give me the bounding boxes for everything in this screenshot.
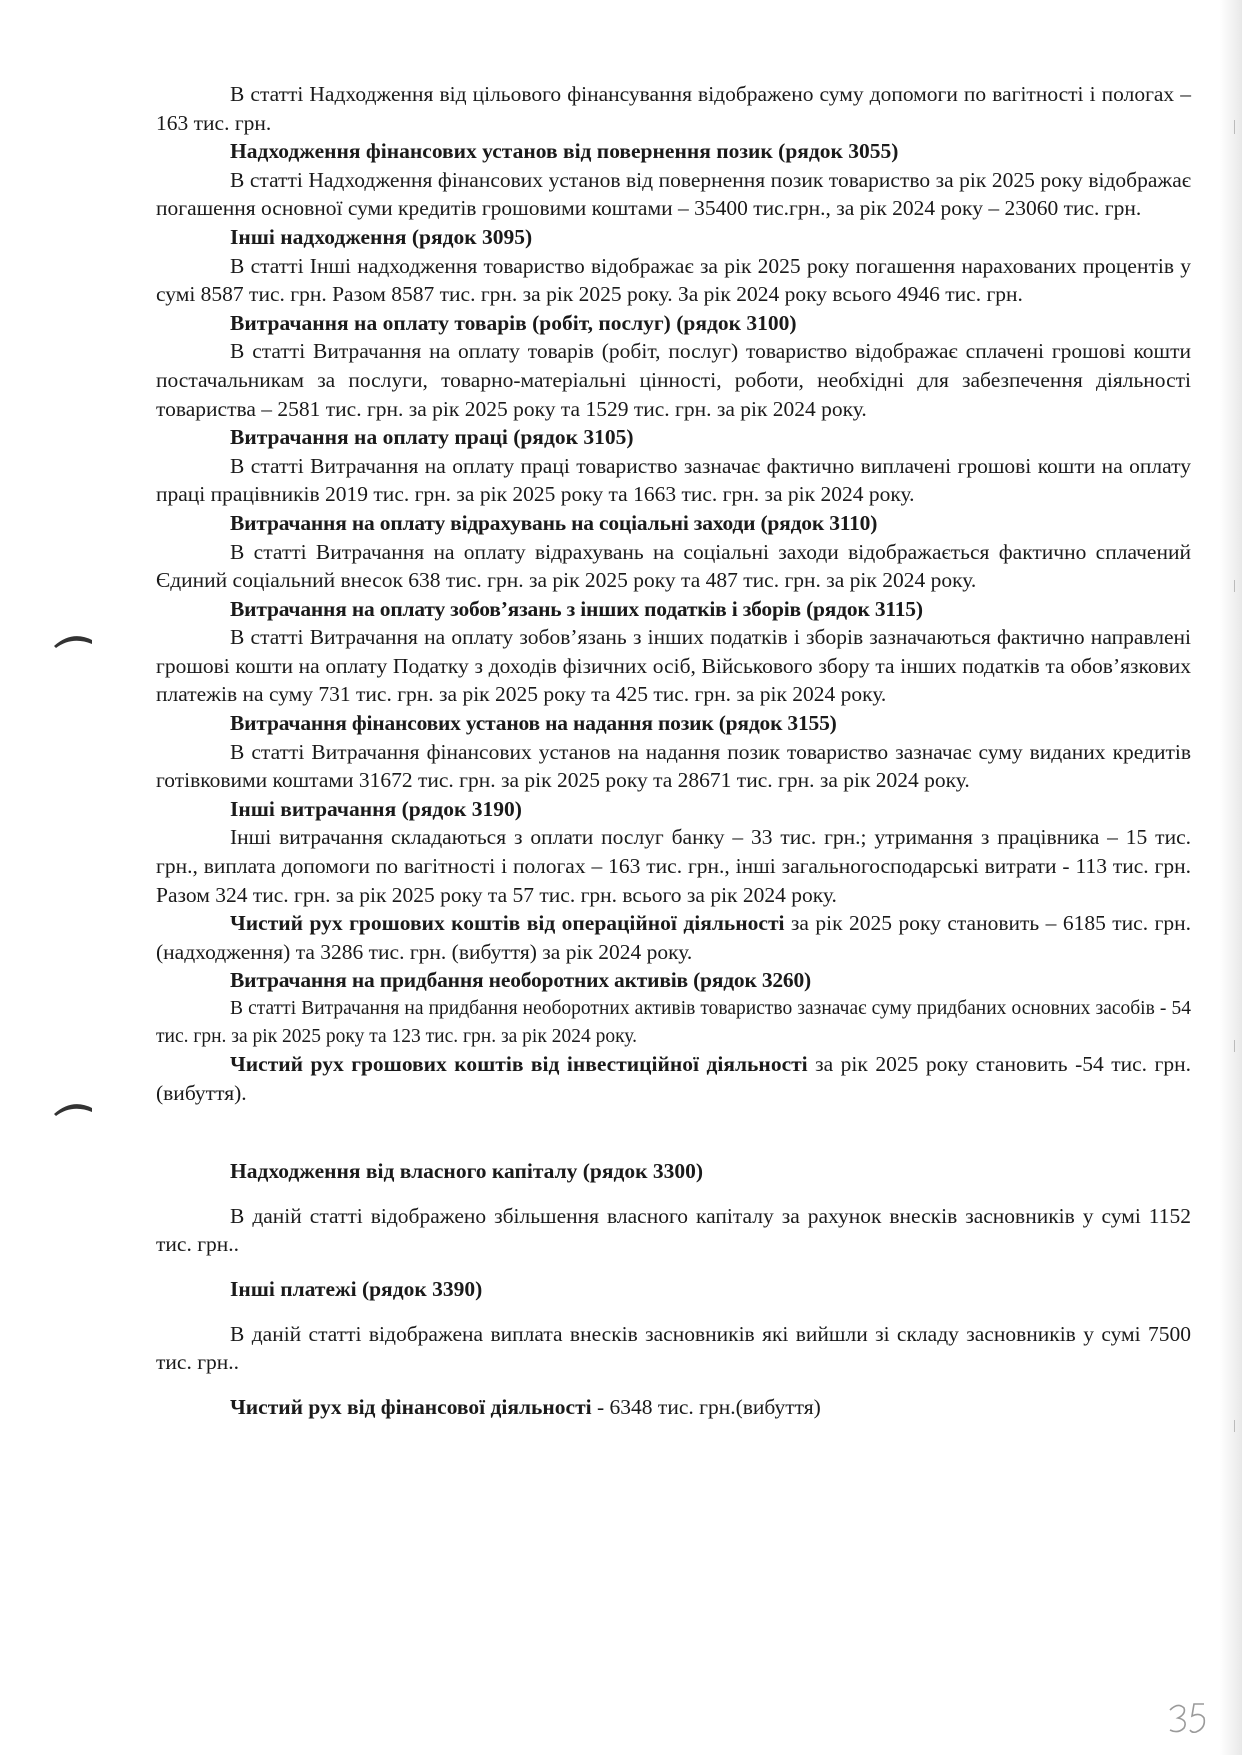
paragraph: Інші витрачання складаються з оплати послуг банку – 33 тис. грн.; утримання з працівника – 15 тис. грн., виплата допомоги по вагітності і пологах – 163 тис. грн., інші загальногосподарські витрати - 113 тис. грн. Разом 324 тис. грн. за рік 2025 року та 57 тис. грн. всього за рік 2024 року. [156,825,1191,907]
document-body [156,80,1191,1421]
summary-text: - 6348 тис. грн.(вибуття) [591,1394,821,1419]
section-heading: Інші витрачання (рядок 3190) [230,796,522,821]
paragraph: В даній статті відображена виплата внесків засновників які вийшли зі складу засновників у сумі 7500 тис. грн.. [156,1321,1191,1375]
paragraph: В статті Надходження від цільового фінансування відображено суму допомоги по вагітності і пологах – 163 тис. грн. [156,82,1191,135]
summary-label: Чистий рух грошових коштів від інвестиційної діяльності [230,1052,808,1076]
summary-paragraph [156,1050,1191,1107]
section-heading: Надходження від власного капіталу (рядок 3300) [230,1159,704,1184]
paragraph: В статті Витрачання на оплату відрахувань на соціальні заходи відображається фактично сплачений Єдиний соціальний внесок 638 тис. грн. за рік 2025 року та 487 тис. грн. за рік 2024 року. [156,539,1191,593]
summary-label: Чистий рух від фінансової діяльності [230,1394,592,1419]
paragraph: В статті Витрачання на придбання необоротних активів товариство зазначає суму придбаних основних засобів - 54 тис. грн. за рік 2025 року та 123 тис. грн. за рік 2024 року. [156,998,1191,1047]
summary-paragraph [156,1393,1191,1422]
paragraph: В статті Інші надходження товариство відображає за рік 2025 року погашення нарахованих процентів у сумі 8587 тис. грн. Разом 8587 тис. грн. за рік 2025 року. За рік 2024 року всього 4946 тис. грн. [156,253,1191,307]
summary-text: за рік 2025 року становить -54 тис. грн. (вибуття). [156,1052,1192,1105]
paragraph: В статті Надходження фінансових установ від повернення позик товариство за рік 2025 року відображає погашення основної суми кредитів грошовими коштами – 35400 тис.грн., за рік 2024 року – 23060 тис. грн. [156,167,1191,221]
section-heading: Витрачання на оплату зобов’язань з інших податків і зборів (рядок 3115) [230,596,923,621]
spacer [156,1107,1191,1157]
spacer [156,1304,1191,1320]
section-heading: Витрачання фінансових установ на надання позик (рядок 3155) [230,711,837,736]
section-heading: Витрачання на оплату товарів (робіт, послуг) (рядок 3100) [230,310,797,335]
paragraph: В статті Витрачання на оплату праці товариство зазначає фактично виплачені грошові кошти на оплату праці працівників 2019 тис. грн. за рік 2025 року та 1663 тис. грн. за рік 2024 року. [156,453,1191,507]
scan-edge-shadow [1220,0,1242,1755]
binder-hole-mark-bottom [52,1096,94,1118]
paragraph: В даній статті відображено збільшення власного капіталу за рахунок внесків засновників у сумі 1152 тис. грн.. [156,1203,1191,1257]
paragraph: В статті Витрачання на оплату зобов’язань з інших податків і зборів зазначаються фактично направлені грошові кошти на оплату Податку з доходів фізичних осіб, Військового збору та інших податків та обов’язкових платежів на суму 731 тис. грн. за рік 2025 року та 425 тис. грн. за рік 2024 року. [156,625,1191,707]
summary-text: за рік 2025 року становить – 6185 тис. грн. (надходження) та 3286 тис. грн. (вибуття) за рік 2024 року. [156,911,1191,964]
handwritten-page-number [1164,1698,1224,1738]
section-heading: Витрачання на оплату відрахувань на соціальні заходи (рядок 3110) [230,510,878,535]
binder-hole-mark-top [52,628,94,650]
spacer [156,1377,1191,1393]
spacer [156,1259,1191,1275]
summary-label: Чистий рух грошових коштів від операційної діяльності [230,911,785,936]
section-heading: Витрачання на оплату праці (рядок 3105) [230,425,634,450]
paragraph: В статті Витрачання на оплату товарів (робіт, послуг) товариство відображає сплачені грошові кошти постачальникам за послуги, товарно-матеріальні цінності, роботи, необхідні для забезпечення діяльності товариства – 2581 тис. грн. за рік 2025 року та 1529 тис. грн. за рік 2024 року. [156,339,1191,421]
paragraph: В статті Витрачання фінансових установ на надання позик товариство зазначає суму виданих кредитів готівковими коштами 31672 тис. грн. за рік 2025 року та 28671 тис. грн. за рік 2024 року. [156,739,1191,793]
section-heading: Інші платежі (рядок 3390) [230,1276,483,1301]
section-heading: Надходження фінансових установ від повернення позик (рядок 3055) [230,139,899,164]
section-heading: Інші надходження (рядок 3095) [230,224,533,249]
summary-paragraph [156,909,1191,966]
spacer [156,1186,1191,1202]
section-heading: Витрачання на придбання необоротних активів (рядок 3260) [230,968,811,993]
